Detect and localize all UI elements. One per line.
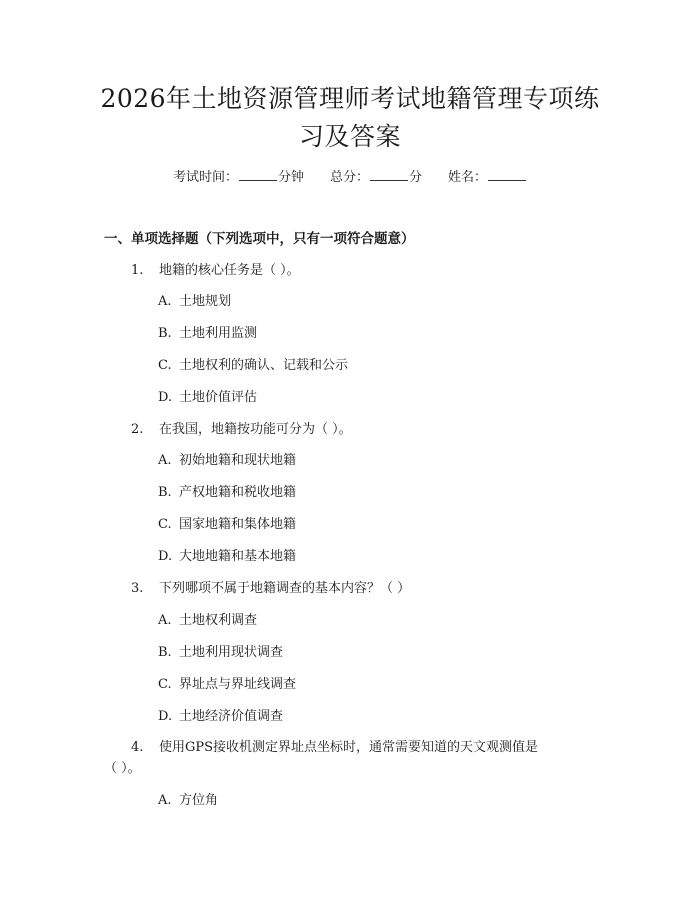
question-1-option-c — [158, 356, 348, 376]
question-number: 2. — [131, 422, 144, 437]
option-letter: A. — [158, 453, 172, 468]
option-letter: A. — [158, 294, 172, 309]
option-text: 土地利用监测 — [179, 326, 258, 341]
option-letter: D. — [158, 549, 173, 564]
document-title-line-2: 习及答案 — [298, 122, 401, 151]
option-letter: C. — [158, 677, 172, 692]
option-text: 土地权利的确认、记载和公示 — [179, 358, 349, 373]
name-field — [448, 168, 527, 188]
question-number: 4. — [131, 740, 144, 755]
section-heading: 一、单项选择题（下列选项中，只有一项符合题意） — [104, 231, 415, 247]
question-3 — [131, 579, 410, 599]
total-score-field — [330, 168, 422, 188]
question-3-option-c — [158, 675, 296, 695]
option-text: 大地地籍和基本地籍 — [179, 549, 297, 564]
option-letter: D. — [158, 709, 173, 724]
question-number: 3. — [131, 581, 144, 596]
exam-time-label: 考试时间： — [172, 170, 238, 185]
option-text: 初始地籍和现状地籍 — [179, 453, 297, 468]
question-text: 使用GPS接收机测定界址点坐标时，通常需要知道的天文观测值是 — [159, 740, 539, 755]
question-text: 在我国，地籍按功能可分为（ ）。 — [159, 422, 352, 437]
question-number: 1. — [131, 263, 144, 278]
question-4 — [131, 738, 538, 758]
question-3-option-d — [158, 707, 283, 727]
option-letter: B. — [158, 485, 172, 500]
question-text: 下列哪项不属于地籍调查的基本内容？（ ） — [159, 581, 411, 596]
question-2-option-b — [158, 483, 296, 503]
question-1-option-b — [158, 324, 257, 344]
question-2-option-c — [158, 515, 296, 535]
total-score-unit: 分 — [409, 170, 423, 185]
option-text: 土地权利调查 — [179, 613, 258, 628]
exam-time-blank — [239, 168, 277, 181]
name-label: 姓名： — [448, 170, 488, 185]
question-2-option-d — [158, 547, 296, 567]
question-2 — [131, 420, 352, 440]
option-text: 国家地籍和集体地籍 — [179, 517, 297, 532]
question-1-option-d — [158, 388, 257, 408]
document-title-line-1: 2026年土地资源管理师考试地籍管理专项练 — [100, 84, 600, 113]
option-letter: C. — [158, 517, 172, 532]
option-text: 土地利用现状调查 — [179, 645, 284, 660]
question-2-option-a — [158, 451, 296, 471]
question-4-option-a — [158, 791, 218, 811]
option-letter: B. — [158, 326, 172, 341]
question-3-option-b — [158, 643, 283, 663]
question-1 — [131, 261, 300, 281]
exam-time-unit: 分钟 — [277, 170, 304, 185]
total-score-blank — [370, 168, 408, 181]
option-text: 方位角 — [179, 793, 219, 808]
question-1-option-a — [158, 292, 231, 312]
name-blank — [488, 168, 526, 181]
exam-time-field — [173, 168, 304, 188]
option-letter: A. — [158, 793, 172, 808]
option-text: 产权地籍和税收地籍 — [179, 485, 297, 500]
exam-info-line — [0, 168, 700, 188]
option-letter: A. — [158, 613, 172, 628]
question-3-option-a — [158, 611, 257, 631]
option-text: 土地价值评估 — [179, 390, 258, 405]
question-4-continuation: （ ）。 — [104, 761, 141, 776]
option-text: 土地规划 — [179, 294, 232, 309]
option-letter: D. — [158, 390, 173, 405]
option-text: 土地经济价值调查 — [179, 709, 284, 724]
question-text: 地籍的核心任务是（ ）。 — [159, 263, 300, 278]
total-score-label: 总分： — [329, 170, 369, 185]
option-letter: C. — [158, 358, 172, 373]
option-letter: B. — [158, 645, 172, 660]
option-text: 界址点与界址线调查 — [179, 677, 297, 692]
